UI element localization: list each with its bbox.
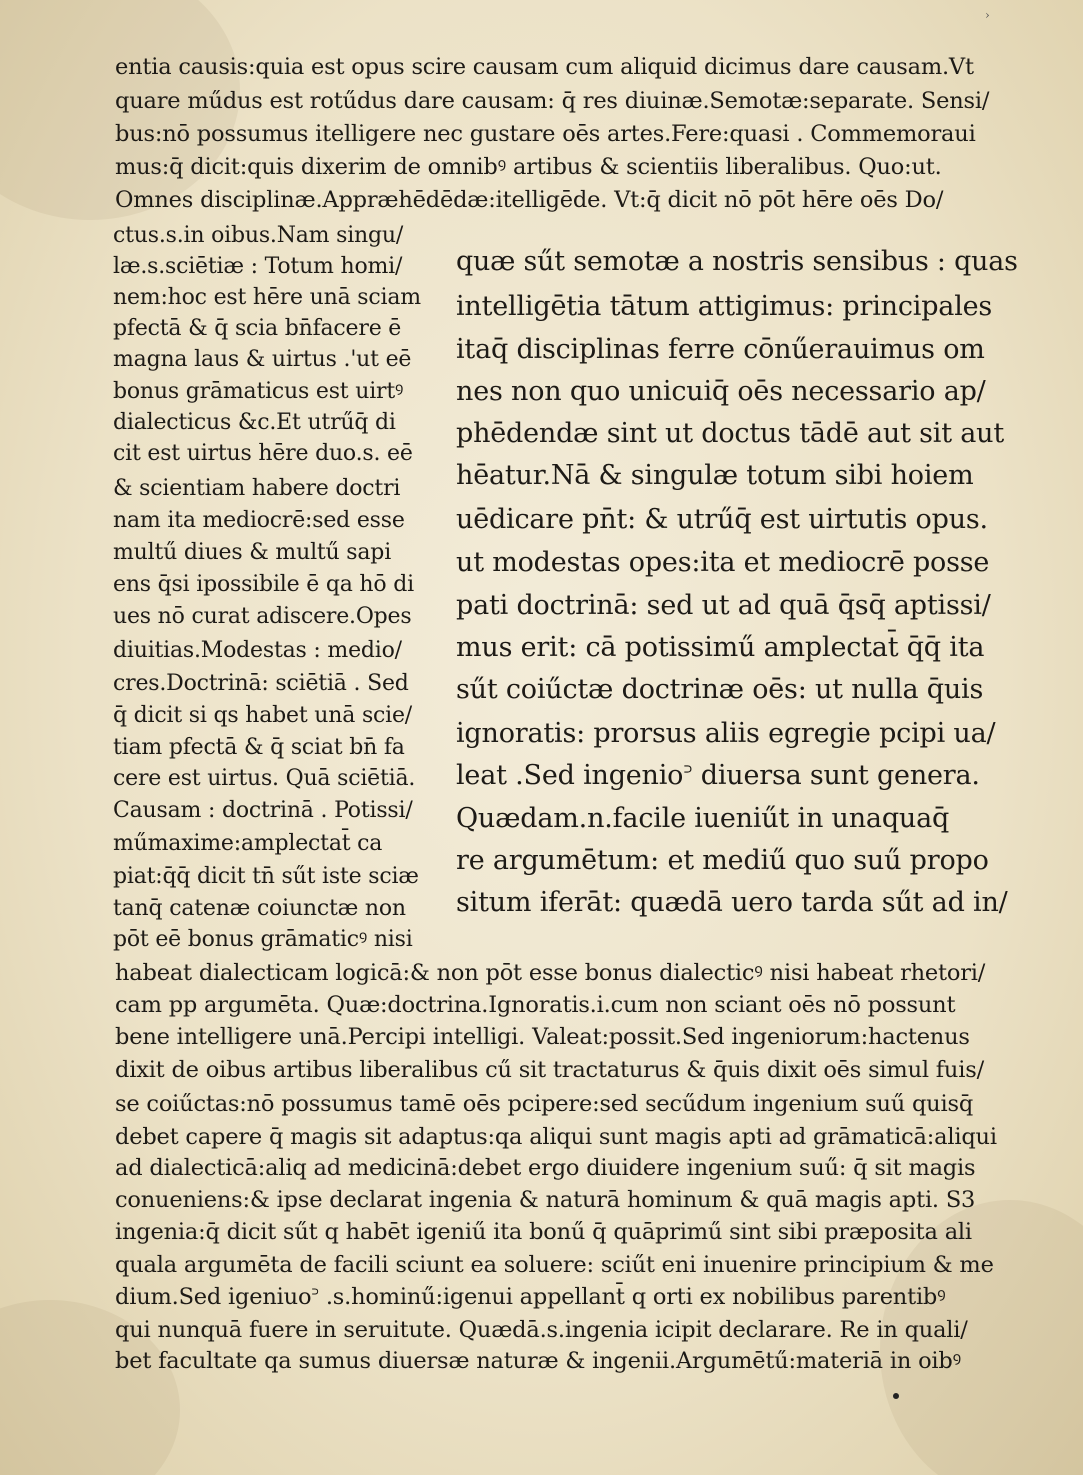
text-line: hēatur.Nā & singulæ totum sibi hoiem [456, 460, 974, 491]
gloss-line: læ.s.sciētiæ : Totum homi/ [113, 254, 403, 279]
gloss-line: dixit de oibus artibus liberalibus cű sit tractaturus & q̄uis dixit oēs simul fuis/ [115, 1057, 984, 1083]
gloss-line: ctus.s.in oibus.Nam singu/ [113, 223, 404, 248]
text-line: situm iferāt: quædā uero tarda sűt ad in/ [456, 887, 1008, 918]
text-line: quæ sűt semotæ a nostris sensibus : quas [456, 246, 1018, 277]
text-line: mus erit: cā potissimű amplectat̄ q̄q̄ ita [456, 632, 985, 663]
gloss-line: ues nō curat adiscere.Opes [113, 604, 412, 629]
gloss-line: bonus grāmaticus est uirtꝰ [113, 379, 404, 404]
gloss-line: q̄ dicit si qs habet unā scie/ [113, 703, 413, 728]
text-line: ignoratis: prorsus aliis egregie pcipi ua/ [456, 718, 996, 749]
gloss-line: multű diues & multű sapi [113, 540, 392, 565]
gloss-line: quala argumēta de facili sciunt ea soluere: sciűt eni inuenire principium & me [115, 1252, 994, 1278]
text-line: intelligētia tātum attigimus: principales [456, 291, 993, 322]
gloss-line: ad dialecticā:aliq ad medicinā:debet ergo diuidere ingenium suű: q̄ sit magis [115, 1155, 976, 1181]
text-line: Quædam.n.facile iueniűt in unaquaq̄ [456, 803, 950, 834]
gloss-line: se coiűctas:nō possumus tamē oēs pcipere:sed secűdum ingenium suű quisq̄ [115, 1091, 974, 1117]
gloss-line: quare műdus est rotűdus dare causam: q̄ res diuinæ.Semotæ:separate. Sensi/ [115, 88, 990, 114]
gloss-line: & scientiam habere doctri [113, 476, 401, 501]
gloss-line: piat:q̄q̄ dicit tn̄ sűt iste sciæ [113, 864, 419, 889]
text-line: leat .Sed ingenio꜄ diuersa sunt genera. [456, 760, 980, 791]
gloss-line: cres.Doctrinā: sciētiā . Sed [113, 671, 409, 696]
gloss-line: magna laus & uirtus .'ut eē [113, 347, 412, 372]
gloss-line: nem:hoc est hēre unā sciam [113, 285, 421, 310]
gloss-line: Omnes disciplinæ.Appræhēdēdæ:itelligēde. Vt:q̄ dicit nō pōt hēre oēs Do/ [115, 187, 944, 213]
text-line: uēdicare pn̄t: & utrűq̄ est uirtutis opus. [456, 504, 988, 535]
gloss-line: bet facultate qa sumus diuersæ naturæ & ingenii.Argumētű:materiā in oibꝰ [115, 1348, 962, 1374]
gloss-line: dium.Sed igeniuo꜄ .s.hominű:igenui appellant̄ q orti ex nobilibus parentibꝰ [115, 1284, 946, 1310]
folio-mark: › [985, 8, 990, 22]
text-line: nes non quo unicuiq̄ oēs necessario ap/ [456, 376, 986, 407]
gloss-line: mus:q̄ dicit:quis dixerim de omnibꝰ artibus & scientiis liberalibus. Quo:ut. [115, 154, 942, 180]
gloss-line: debet capere q̄ magis sit adaptus:qa aliqui sunt magis apti ad grāmaticā:aliqui [115, 1124, 997, 1150]
gloss-line: műmaxime:amplectat̄ ca [113, 831, 383, 856]
gloss-line: dialecticus &c.Et utrűq̄ di [113, 410, 396, 435]
text-line: pati doctrinā: sed ut ad quā q̄sq̄ aptissi/ [456, 590, 991, 621]
gloss-line: ens q̄si ipossibile ē qa hō di [113, 572, 414, 597]
gloss-line: bus:nō possumus itelligere nec gustare oēs artes.Fere:quasi . Commemoraui [115, 121, 976, 147]
gloss-line: tiam pfectā & q̄ sciat bn̄ fa [113, 735, 405, 760]
gloss-line: ingenia:q̄ dicit sűt q habēt igeniű ita bonű q̄ quāprimű sint sibi præposita ali [115, 1219, 972, 1245]
text-line: ut modestas opes:ita et mediocrē posse [456, 547, 990, 578]
gloss-line: cere est uirtus. Quā sciētiā. [113, 766, 416, 791]
gloss-line: bene intelligere unā.Percipi intelligi. Valeat:possit.Sed ingeniorum:hactenus [115, 1024, 970, 1050]
gloss-line: pōt eē bonus grāmaticꝰ nisi [113, 927, 413, 952]
gloss-line: cit est uirtus hēre duo.s. eē [113, 441, 413, 466]
ink-speck [893, 1393, 899, 1399]
gloss-line: habeat dialecticam logicā:& non pōt esse bonus dialecticꝰ nisi habeat rhetori/ [115, 960, 986, 986]
gloss-line: diuitias.Modestas : medio/ [113, 638, 402, 663]
gloss-line: cam pp argumēta. Quæ:doctrina.Ignoratis.i.cum non sciant oēs nō possunt [115, 992, 956, 1018]
text-line: phēdendæ sint ut doctus tādē aut sit aut [456, 418, 1004, 449]
gloss-line: entia causis:quia est opus scire causam cum aliquid dicimus dare causam.Vt [115, 54, 974, 80]
gloss-line: Causam : doctrinā . Potissi/ [113, 798, 413, 823]
gloss-line: pfectā & q̄ scia bn̄facere ē [113, 316, 402, 341]
text-line: sűt coiűctæ doctrinæ oēs: ut nulla q̄uis [456, 674, 984, 705]
gloss-line: qui nunquā fuere in seruitute. Quædā.s.ingenia icipit declarare. Re in quali/ [115, 1317, 968, 1343]
gloss-line: conueniens:& ipse declarat ingenia & naturā hominum & quā magis apti. S3 [115, 1187, 976, 1213]
text-line: itaq̄ disciplinas ferre cōnűerauimus om [456, 334, 985, 365]
gloss-line: nam ita mediocrē:sed esse [113, 508, 405, 533]
text-line: re argumētum: et mediű quo suű propo [456, 845, 989, 876]
gloss-line: tanq̄ catenæ coiunctæ non [113, 896, 406, 921]
